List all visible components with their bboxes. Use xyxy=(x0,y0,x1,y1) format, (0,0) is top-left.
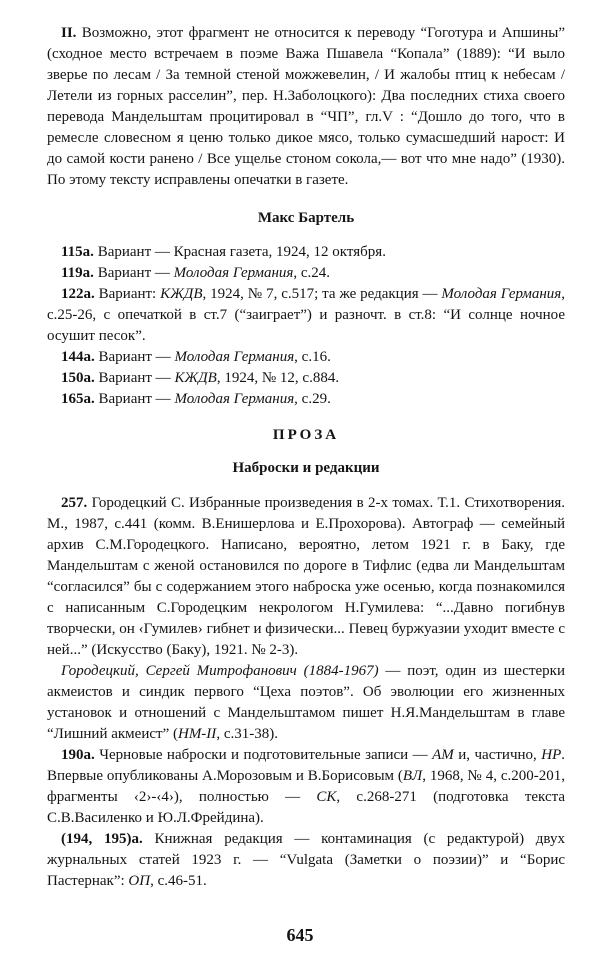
note-257: 257. Городецкий С. Избранные произведения в 2-х томах. Т.1. Стихотворения. М., 1987, с.441 (комм. В.Енишерлова и Е.Прохорова). Автограф — семейный архив С.М.Городецкого. Написано, вероятно, летом 1921 г. в Баку, где Мандельштам с женой остановился по дороге в Тифлис (едва ли Мандельштам “согласился” бы с содержанием этого наброска уже осенью, когда познакомился с написанным С.Городецким некрологом Н.Гумилева: “...Давно погибнув творчески, он ‹Гумилев› гибнет и физически... Певец буржуазии уходит вместе с ней...” (Искусство (Баку), 1921. № 2-3). xyxy=(47,495,565,658)
note-119a: 119а. Вариант — Молодая Германия, с.24. xyxy=(61,265,331,281)
page-number: 645 xyxy=(286,925,314,945)
note-190a: 190а. Черновые наброски и подготовительные записи — АМ и, частично, НР. Впервые опубликованы А.Морозовым и В.Борисовым (ВЛ, 1968, № 4, с.200-201, фрагменты ‹2›-‹4›), полностью — СК, с.268-271 (подготовка текста С.В.Василенко и Ю.Л.Фрейдина). xyxy=(47,747,565,826)
section-heading-prose: ПРОЗА xyxy=(272,427,340,443)
note-194-195a: (194, 195)а. Книжная редакция — контаминация (с редактурой) двух журнальных статей 1923 г. — “Vulgata (Заметки о поэзии)” и “Борис Пастернак”: ОП, с.46-51. xyxy=(47,831,565,889)
note-115a: 115а. Вариант — Красная газета, 1924, 12 октября. xyxy=(61,244,386,260)
prose-notes xyxy=(47,493,565,892)
note-122a: 122а. Вариант: КЖДВ, 1924, № 7, с.517; та же редакция — Молодая Германия, с.25-26, с опечаткой в ст.7 (“заиграет”) и разночт. в ст.8: “И солнце ночное осушит песок”. xyxy=(47,286,565,344)
note-fragment-gogotur xyxy=(47,23,565,191)
bartel-notes xyxy=(47,242,565,410)
subheading-drafts: Наброски и редакции xyxy=(232,460,380,476)
note-gorodetsky: Городецкий, Сергей Митрофанович (1884-1967) — поэт, один из шестерки акмеистов и синдик первого “Цеха поэтов”. Об эволюции его жизненных установок и отношений с Мандельштамом пишет Н.Я.Мандельштам в главе “Лишний акмеист” (НМ-II, с.31-38). xyxy=(47,663,565,742)
section-heading-bartel: Макс Бартель xyxy=(257,210,355,226)
note-id: II. xyxy=(61,25,77,41)
note-165a: 165а. Вариант — Молодая Германия, с.29. xyxy=(61,391,331,407)
note-150a: 150а. Вариант — КЖДВ, 1924, № 12, с.884. xyxy=(61,370,340,386)
note-144a: 144а. Вариант — Молодая Германия, с.16. xyxy=(61,349,331,365)
note-text: Возможно, этот фрагмент не относится к переводу “Гоготура и Апшины” (сходное место встречаем в поэме Важа Пшавела “Копала” (1889): “И выло зверье по лесам / За темной стеной можжевелин, / И жалобы птиц к небесам / Летели из горных расселин”, пер. Н.Заболоцкого): Два последних стиха своего перевода Мандельштам процитировал в “ЧП”, гл.V : “Дошло до того, что в ремесле словесном я ценю только дикое мясо, только сумасшедший нарост: И до самой кости ранено / Все ущелье стоном сокола,— вот что мне надо” (1930). По этому тексту исправлены опечатки в газете. xyxy=(47,25,566,188)
